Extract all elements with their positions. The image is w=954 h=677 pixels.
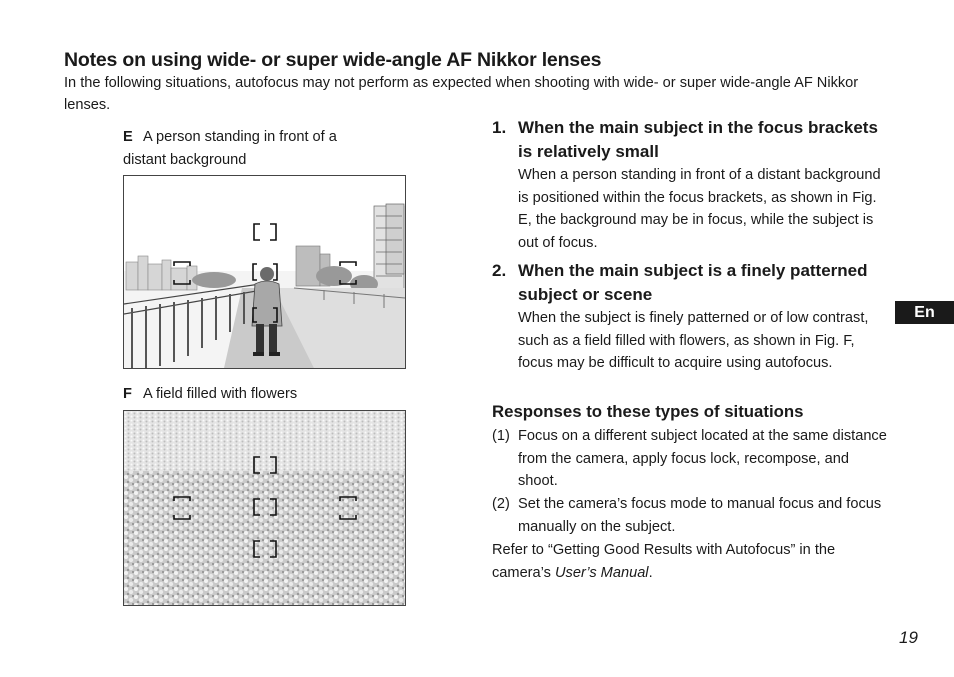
page-title: Notes on using wide- or super wide-angle AF Nikkor lenses: [64, 49, 602, 71]
section-1-number: 1.: [492, 118, 507, 137]
section-1-heading-text: When the main subject in the focus brackets is relatively small: [518, 118, 878, 161]
figure-e-caption-text: A person standing in front of a distant background: [123, 129, 337, 168]
section-2-number: 2.: [492, 261, 507, 280]
flower-field-image: [124, 411, 405, 605]
figure-e-letter: E: [123, 129, 133, 145]
section-1-body: When a person standing in front of a distant background is positioned within the focus brackets, as shown in Fig. E, the background may be in focus, while the subject is out of focus.: [518, 167, 881, 252]
manual-reference: [492, 539, 892, 584]
person-street-scene-image: [124, 176, 405, 368]
section-2-body: When the subject is finely patterned or of low contrast, such as a field filled with flowers, as shown in Fig. F, focus may be difficult to acquire using autofocus.: [518, 310, 869, 372]
section-1-heading: [492, 116, 892, 164]
figure-f-illustration: [123, 410, 406, 606]
section-2: [492, 259, 892, 375]
section-2-heading-text: When the main subject is a finely patterned subject or scene: [518, 261, 868, 304]
language-tab: En: [895, 301, 954, 324]
response-item-1-text: Focus on a different subject located at the same distance from the camera, apply focus lock, recompose, and shoot.: [518, 428, 887, 490]
response-item-2: [492, 493, 892, 538]
manual-reference-suffix: .: [648, 564, 653, 581]
figure-e-caption: [123, 126, 383, 172]
page-number: 19: [899, 628, 918, 647]
figure-e-illustration: [123, 175, 406, 369]
response-item-1-number: (1): [492, 428, 510, 444]
response-item-1: [492, 425, 892, 493]
figure-f-caption: [123, 383, 383, 406]
section-1: [492, 116, 892, 255]
response-item-2-text: Set the camera’s focus mode to manual focus and focus manually on the subject.: [518, 496, 882, 535]
section-2-heading: [492, 259, 892, 307]
figure-f-letter: F: [123, 386, 132, 402]
manual-reference-prefix: Refer to “Getting Good Results with Autofocus” in the camera’s: [492, 542, 836, 581]
intro-paragraph: In the following situations, autofocus may not perform as expected when shooting with wide- or super wide-angle AF Nikkor lenses.: [64, 75, 859, 113]
responses-heading: Responses to these types of situations: [492, 402, 804, 421]
response-item-2-number: (2): [492, 496, 510, 512]
figure-f-caption-text: A field filled with flowers: [143, 386, 298, 402]
manual-reference-title: User’s Manual: [555, 564, 649, 581]
